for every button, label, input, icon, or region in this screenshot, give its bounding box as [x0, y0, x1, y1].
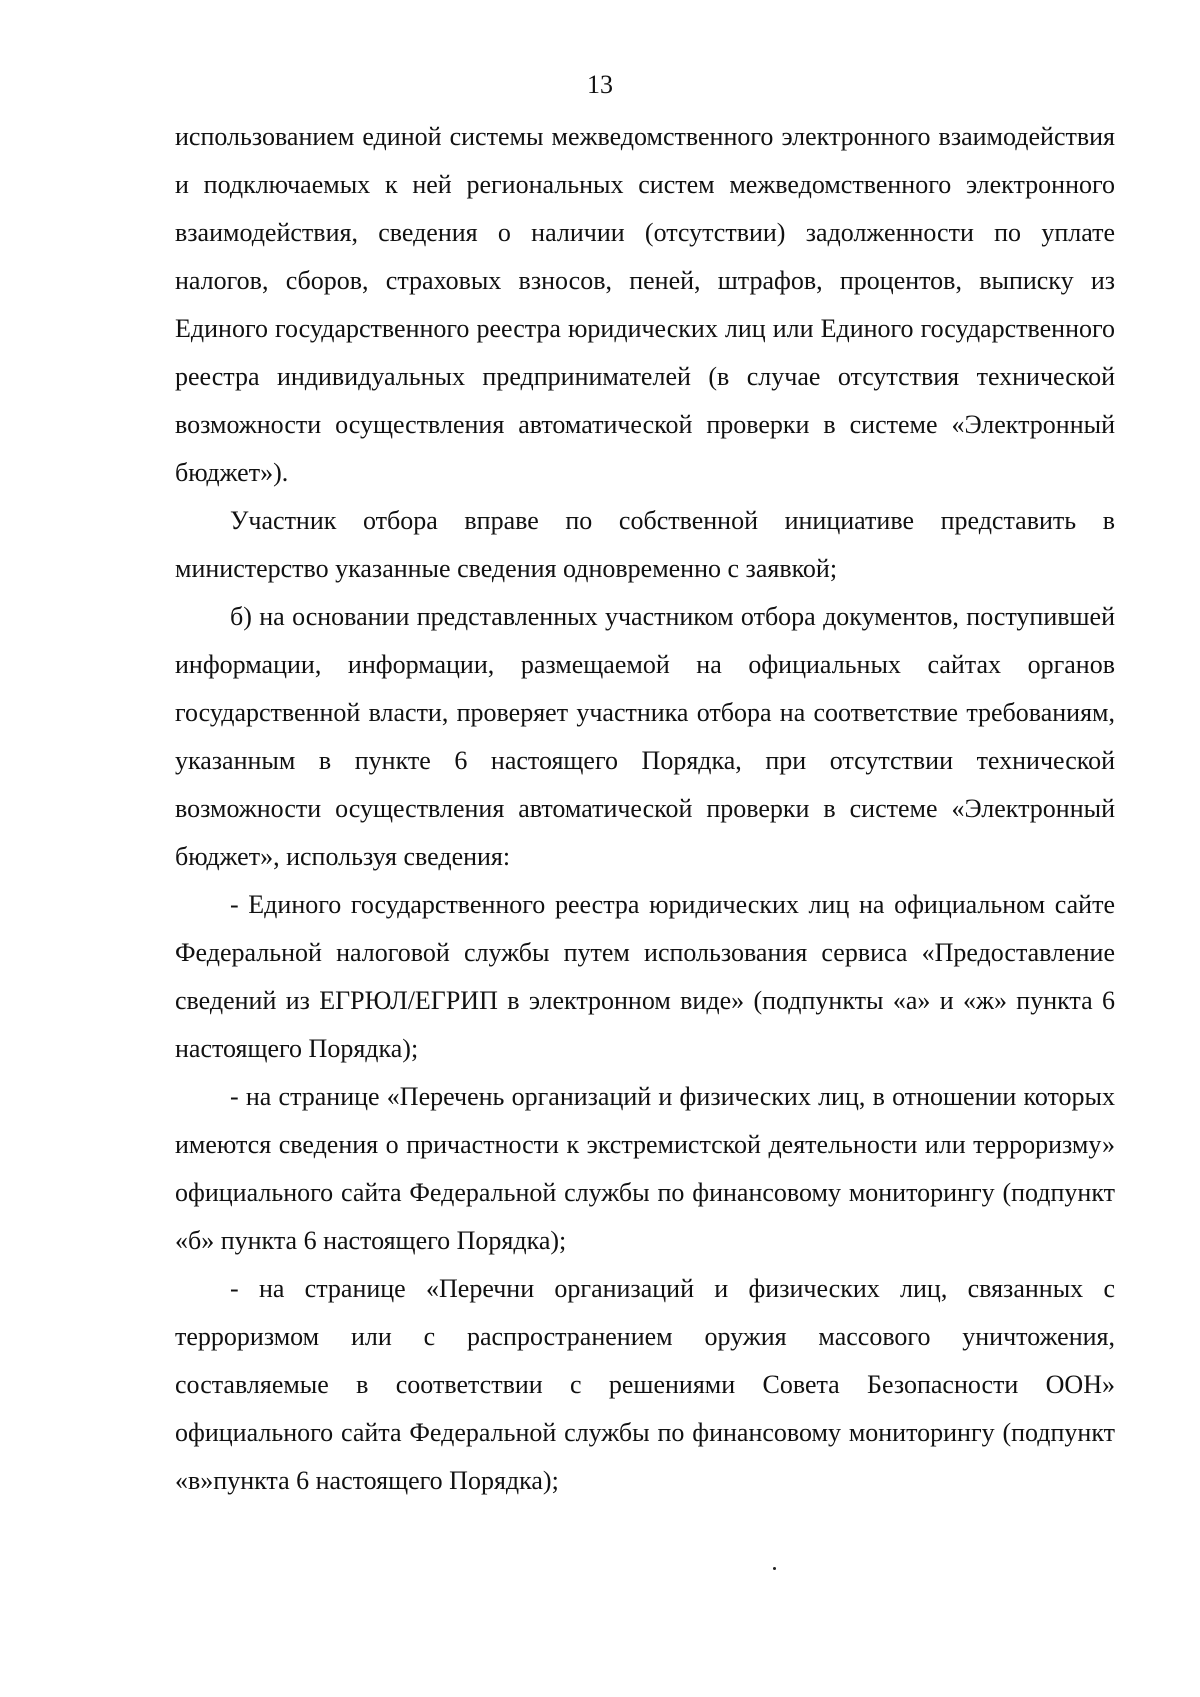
document-body	[175, 113, 1115, 1505]
paragraph-item-b: б) на основании представленных участником отбора документов, поступившей информации, информации, размещаемой на официальных сайтах органов государственной власти, проверяет участника отбора на соответствие требованиям, указанным в пункте 6 настоящего Порядка, при отсутствии технической возможности осуществления автоматической проверки в системе «Электронный бюджет», используя сведения:	[175, 602, 1115, 871]
list-item-egrul: - Единого государственного реестра юридических лиц на официальном сайте Федеральной налоговой службы путем использования сервиса «Предоставление сведений из ЕГРЮЛ/ЕГРИП в электронном виде» (подпункты «а» и «ж» пункта 6 настоящего Порядка);	[175, 890, 1115, 1063]
page-number: 13	[587, 70, 613, 99]
paragraph-continuation: использованием единой системы межведомственного электронного взаимодействия и подключаемых к ней региональных систем межведомственного электронного взаимодействия, сведения о наличии (отсутствии) задолженности по уплате налогов, сборов, страховых взносов, пеней, штрафов, процентов, выписку из Единого государственного реестра юридических лиц или Единого государственного реестра индивидуальных предпринимателей (в случае отсутствия технической возможности осуществления автоматической проверки в системе «Электронный бюджет»).	[175, 122, 1115, 487]
paragraph-participant-right: Участник отбора вправе по собственной инициативе представить в министерство указанные сведения одновременно с заявкой;	[175, 506, 1115, 583]
list-item-extremism-list: - на странице «Перечень организаций и физических лиц, в отношении которых имеются сведения о причастности к экстремистской деятельности или терроризму» официального сайта Федеральной службы по финансовому мониторингу (подпункт «б» пункта 6 настоящего Порядка);	[175, 1082, 1115, 1255]
scan-speck	[773, 1567, 776, 1570]
list-item-un-sanctions-list: - на странице «Перечни организаций и физических лиц, связанных с терроризмом или с распространением оружия массового уничтожения, составляемые в соответствии с решениями Совета Безопасности ООН» официального сайта Федеральной службы по финансовому мониторингу (подпункт «в»пункта 6 настоящего Порядка);	[175, 1274, 1115, 1495]
